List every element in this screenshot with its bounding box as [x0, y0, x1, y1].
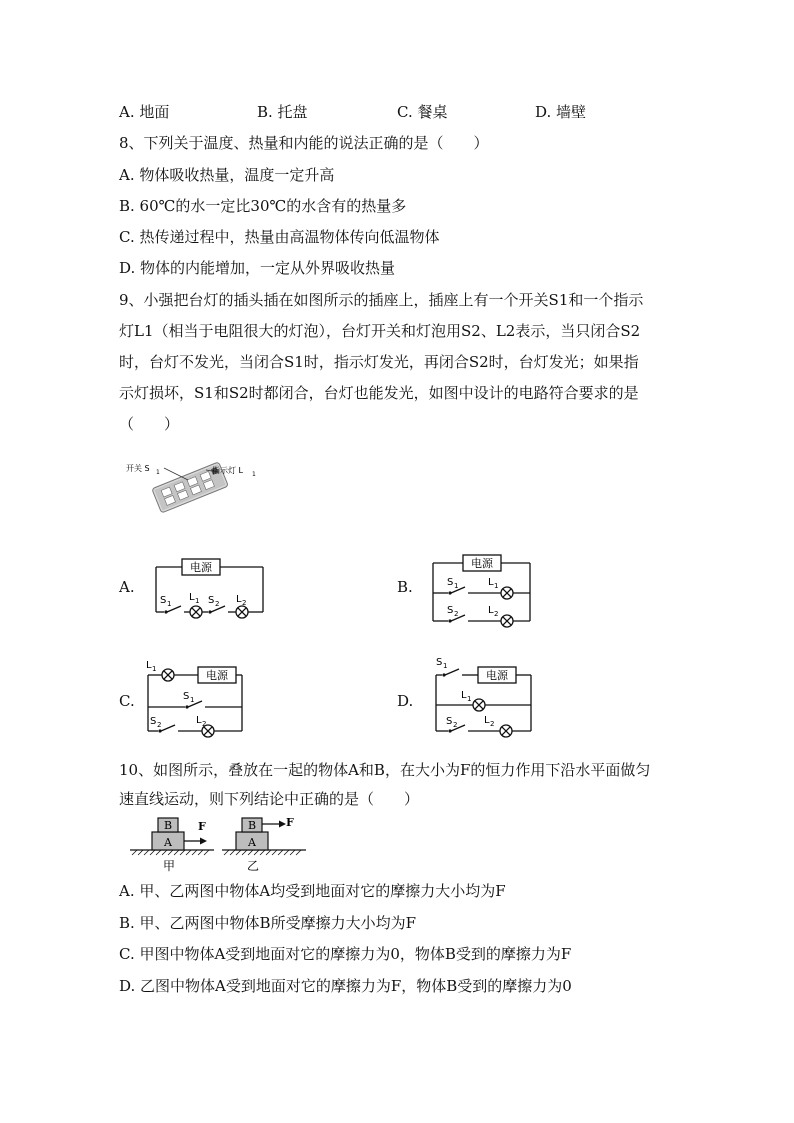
circuit-b: [427, 548, 537, 630]
yi-force-label: F: [286, 816, 294, 829]
svg-text:2: 2: [215, 600, 220, 608]
socket-lamp-sub: 1: [252, 471, 256, 478]
q10-stem-line-2: 速直线运动，则下列结论中正确的是（ ）: [119, 790, 420, 808]
svg-text:1: 1: [443, 662, 448, 670]
q7-option-c: C. 餐桌: [397, 103, 448, 121]
svg-text:L: L: [488, 577, 494, 588]
svg-text:2: 2: [202, 720, 207, 728]
jia-caption: 甲: [163, 859, 176, 873]
q9-stem-line-4: 示灯损坏，S1和S2时都闭合，台灯也能发光，如图中设计的电路符合要求的是: [119, 384, 639, 402]
svg-text:2: 2: [453, 721, 458, 729]
svg-text:2: 2: [490, 720, 495, 728]
svg-text:S: S: [446, 716, 453, 727]
svg-text:S: S: [150, 716, 157, 727]
svg-text:S: S: [183, 691, 190, 702]
svg-text:S: S: [160, 595, 167, 606]
q10-stem-line-1: 10、如图所示，叠放在一起的物体A和B，在大小为F的恒力作用下沿水平面做匀: [119, 761, 651, 779]
q10-option-a: A. 甲、乙两图中物体A均受到地面对它的摩擦力大小均为F: [119, 882, 506, 900]
svg-text:1: 1: [190, 696, 195, 704]
circuit-option-c-label: C.: [119, 692, 135, 710]
q9-stem-line-1: 9、小强把台灯的插头插在如图所示的插座上，插座上有一个开关S1和一个指示: [119, 291, 644, 309]
svg-text:L: L: [488, 605, 494, 616]
circuit-b-power-label: 电源: [471, 557, 493, 570]
jia-block-a: A: [164, 836, 172, 849]
circuit-option-d-label: D.: [397, 692, 414, 710]
socket-figure: [126, 458, 266, 513]
svg-text:2: 2: [157, 721, 162, 729]
yi-block-b: B: [247, 819, 257, 832]
svg-text:S: S: [208, 595, 215, 606]
blocks-figure: [126, 812, 311, 874]
socket-switch-label: 开关 S: [126, 464, 150, 473]
svg-text:1: 1: [467, 695, 472, 703]
jia-force-label: F: [198, 820, 206, 833]
q8-stem: 8、下列关于温度、热量和内能的说法正确的是（ ）: [119, 134, 489, 152]
q7-option-a: A. 地面: [119, 103, 170, 121]
circuit-option-b-label: B.: [397, 578, 413, 596]
svg-text:2: 2: [242, 599, 247, 607]
q10-option-d: D. 乙图中物体A受到地面对它的摩擦力为F，物体B受到的摩擦力为0: [119, 977, 572, 995]
q8-option-a: A. 物体吸收热量，温度一定升高: [119, 166, 335, 184]
svg-text:1: 1: [454, 582, 459, 590]
q9-stem-line-3: 时，台灯不发光，当闭合S1时，指示灯发光，再闭合S2时，台灯发光；如果指: [119, 353, 639, 371]
q8-option-c: C. 热传递过程中，热量由高温物体传向低温物体: [119, 228, 440, 246]
socket-switch-sub: 1: [156, 469, 160, 476]
svg-text:1: 1: [195, 597, 200, 605]
circuit-option-a-label: A.: [119, 578, 135, 596]
svg-text:L: L: [236, 594, 242, 605]
circuit-a-power-label: 电源: [190, 561, 212, 574]
svg-text:S: S: [447, 577, 454, 588]
svg-text:2: 2: [494, 610, 499, 618]
svg-text:S: S: [447, 605, 454, 616]
svg-text:S: S: [436, 657, 443, 668]
circuit-a: [148, 545, 273, 625]
circuit-d-power-label: 电源: [486, 669, 508, 682]
q7-option-d: D. 墙壁: [535, 103, 587, 121]
socket-illustration: [126, 458, 266, 513]
svg-text:1: 1: [152, 665, 157, 673]
jia-block-b: B: [163, 819, 173, 832]
q9-stem-line-2: 灯L1（相当于电阻很大的灯泡），台灯开关和灯泡用S2、L2表示，当只闭合S2: [119, 322, 641, 340]
circuit-c: [138, 655, 253, 740]
svg-text:L: L: [196, 715, 202, 726]
svg-text:1: 1: [494, 582, 499, 590]
circuit-c-power-label: 电源: [206, 669, 228, 682]
q10-option-c: C. 甲图中物体A受到地面对它的摩擦力为0，物体B受到的摩擦力为F: [119, 945, 572, 963]
svg-text:L: L: [189, 592, 195, 603]
svg-text:L: L: [484, 715, 490, 726]
svg-text:L: L: [146, 660, 152, 671]
q9-stem-line-5: （ ）: [119, 415, 180, 433]
q8-option-b: B. 60℃的水一定比30℃的水含有的热量多: [119, 197, 407, 215]
svg-text:L: L: [461, 690, 467, 701]
q8-option-d: D. 物体的内能增加，一定从外界吸收热量: [119, 259, 396, 277]
svg-text:2: 2: [454, 610, 459, 618]
yi-caption: 乙: [247, 859, 260, 873]
circuit-d: [428, 655, 538, 740]
yi-block-a: A: [248, 836, 256, 849]
svg-text:1: 1: [167, 600, 172, 608]
socket-lamp-label: 指示灯 L: [212, 466, 243, 475]
q7-option-b: B. 托盘: [257, 103, 308, 121]
q10-option-b: B. 甲、乙两图中物体B所受摩擦力大小均为F: [119, 914, 416, 932]
